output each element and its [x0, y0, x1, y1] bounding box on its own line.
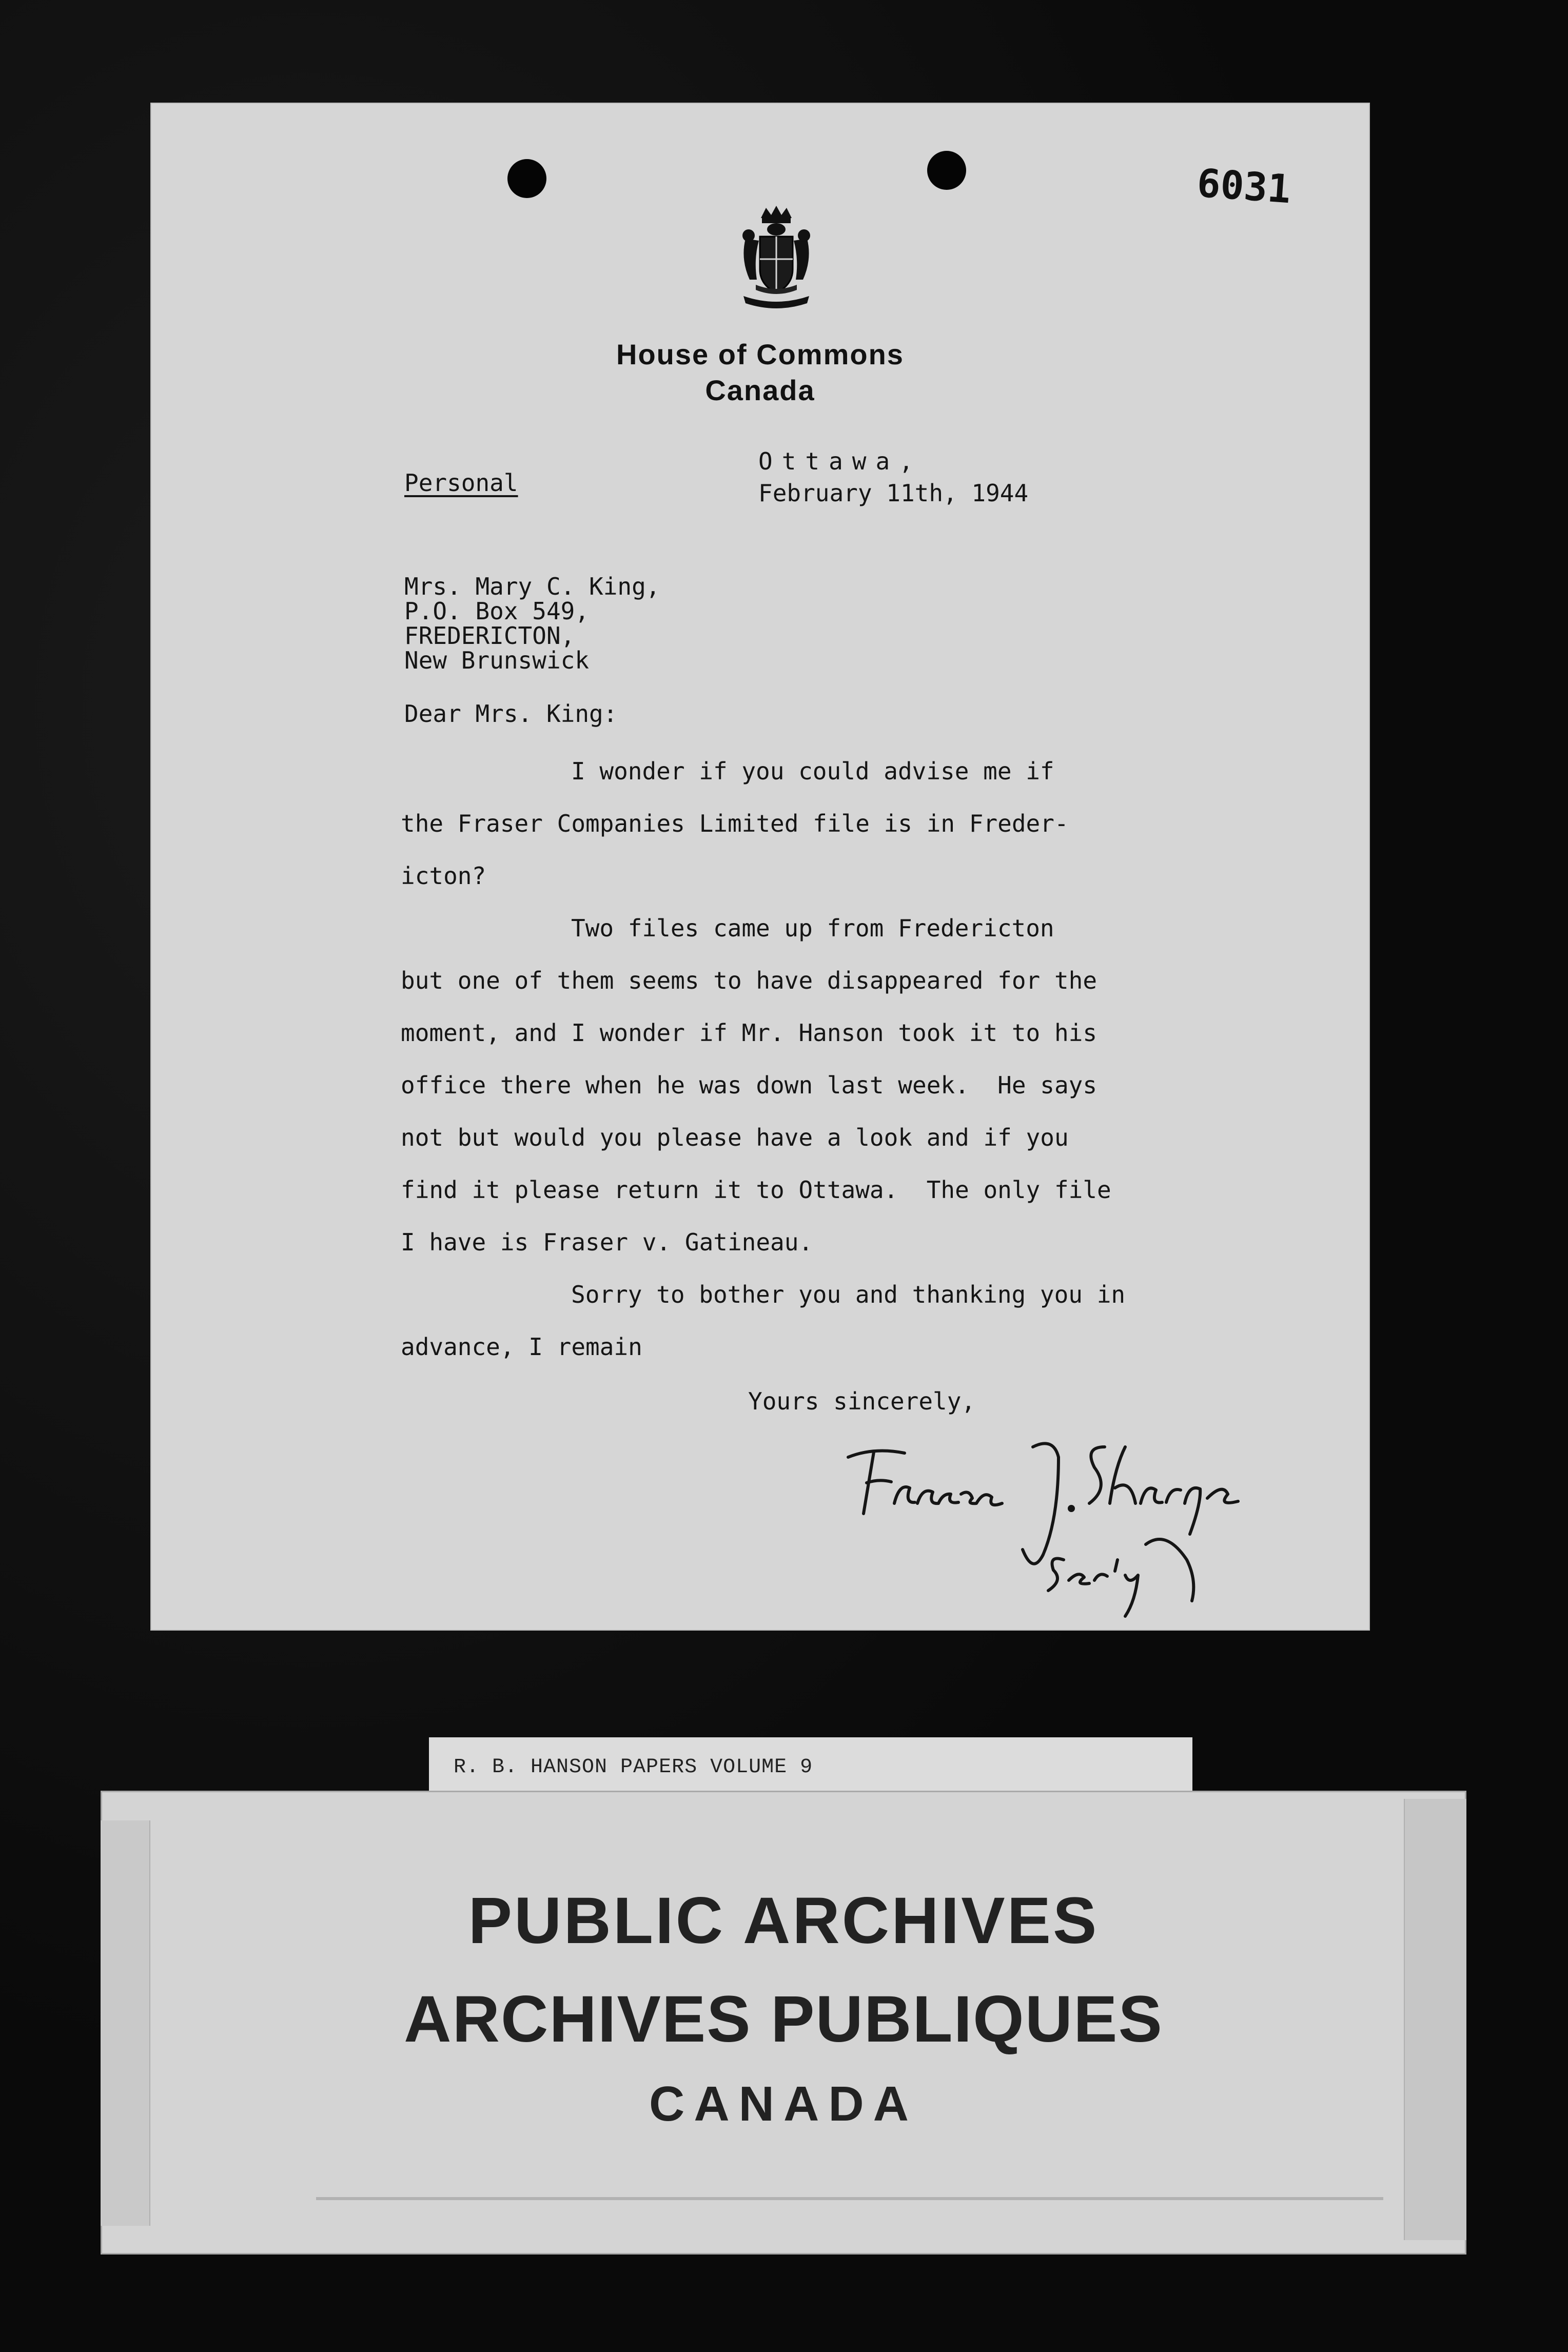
body-line: moment, and I wonder if Mr. Hanson took it to his [401, 1019, 1097, 1047]
personal-marking: Personal [404, 469, 518, 497]
body-line: I wonder if you could advise me if [571, 757, 1054, 785]
letterhead-title: House of Commons [616, 338, 904, 370]
body-line: but one of them seems to have disappeared for the [401, 967, 1097, 994]
punch-hole-left [507, 159, 546, 198]
archive-title-french: ARCHIVES PUBLIQUES [404, 1983, 1163, 2056]
body-line: Sorry to bother you and thanking you in [571, 1281, 1126, 1308]
body-line: Two files came up from Fredericton [571, 914, 1054, 942]
body-line: icton? [401, 862, 486, 890]
salutation: Dear Mrs. King: [404, 700, 618, 728]
letter-date: February 11th, 1944 [758, 479, 1029, 507]
recipient-line: FREDERICTON, [404, 622, 575, 650]
volume-strip [429, 1737, 1192, 1793]
body-line: office there when he was down last week. He says [401, 1071, 1097, 1099]
body-line: advance, I remain [401, 1333, 642, 1361]
archive-title-english: PUBLIC ARCHIVES [468, 1884, 1099, 1957]
body-line: find it please return it to Ottawa. The only file [401, 1176, 1111, 1204]
recipient-line: P.O. Box 549, [404, 597, 590, 625]
archive-country: CANADA [649, 2076, 918, 2131]
body-line: not but would you please have a look and if you [401, 1124, 1069, 1151]
punch-hole-right [927, 151, 966, 190]
recipient-line: Mrs. Mary C. King, [404, 573, 660, 600]
handwritten-signature [838, 1426, 1259, 1621]
letter-sheet [150, 103, 1370, 1631]
letter-place: Ottawa, [758, 447, 923, 475]
body-line: the Fraser Companies Limited file is in Freder- [401, 810, 1069, 837]
page-number: 6031 [1195, 160, 1292, 212]
recipient-line: New Brunswick [404, 646, 590, 674]
letterhead-subtitle: Canada [705, 374, 815, 406]
card-divider [316, 2197, 1383, 2200]
coat-of-arms-icon [725, 203, 828, 316]
volume-label: R. B. HANSON PAPERS VOLUME 9 [454, 1756, 813, 1779]
body-line: I have is Fraser v. Gatineau. [401, 1228, 813, 1256]
archive-card [101, 1791, 1466, 2255]
closing: Yours sincerely, [748, 1387, 976, 1415]
